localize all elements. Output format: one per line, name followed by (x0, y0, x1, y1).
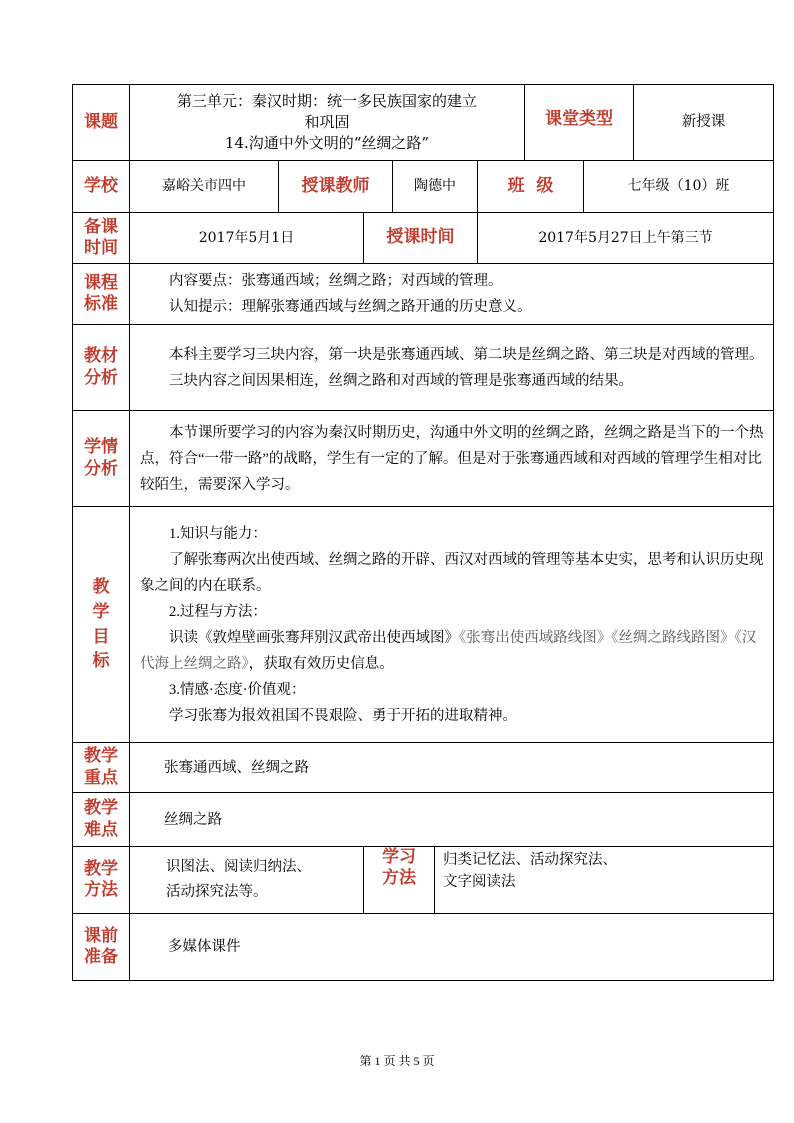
teach-method-label (73, 847, 130, 914)
prep-time-label-1: 备课 (84, 216, 118, 237)
difficulty-value: 丝绸之路 (130, 793, 774, 847)
goal-text-2 (140, 625, 765, 677)
school-value: 嘉峪关市四中 (130, 161, 279, 213)
study-method-line-2: 文字阅读法 (443, 874, 516, 890)
textbook-row (73, 325, 774, 411)
prep-label-1: 课前 (84, 925, 118, 946)
learner-para: 本节课所要学习的内容为秦汉时期历史，沟通中外文明的丝绸之路，丝绸之路是当下的一个热点，符合“一带一路”的战略，学生有一定的了解。但是对于张骞通西域和对西域的管理学生相对比较陌生，需要深入学习。 (140, 424, 764, 493)
key-point-row (73, 743, 774, 793)
goal-heading-3: 3.情感·态度·价值观： (169, 681, 306, 698)
prep-value: 多媒体课件 (130, 914, 774, 981)
title-line-3: 14.沟通中外文明的“丝绸之路” (224, 134, 430, 152)
class-value: 七年级（10）班 (584, 161, 774, 213)
key-point-label (73, 743, 130, 793)
title-row (73, 85, 774, 161)
learner-label (73, 411, 130, 507)
teach-method-label-1: 教学 (84, 858, 118, 879)
goal-text-2a: 识读《敦煌壁画张骞拜别汉武帝出使西域图》 (169, 629, 459, 646)
key-point-value: 张骞通西域、丝绸之路 (130, 743, 774, 793)
teacher-label: 授课教师 (279, 161, 393, 213)
standard-line-1: 内容要点：张骞通西域；丝绸之路；对西域的管理。 (169, 273, 503, 289)
title-line-2: 和巩固 (304, 113, 350, 131)
class-type-value: 新授课 (634, 85, 774, 161)
textbook-label-2: 分析 (84, 367, 118, 388)
textbook-label-1: 教材 (84, 346, 118, 367)
standard-label-1: 课程 (84, 272, 118, 293)
teacher-value: 陶德中 (393, 161, 478, 213)
study-method-label-1: 学习 (382, 847, 416, 867)
difficulty-row (73, 793, 774, 847)
page-footer: 第 1 页 共 5 页 (359, 1054, 435, 1068)
title-line-1: 第三单元：秦汉时期：统一多民族国家的建立 (177, 92, 478, 110)
teach-method-value (130, 847, 364, 914)
prep-label-2: 准备 (84, 947, 118, 967)
goals-label-4: 标 (92, 651, 110, 672)
goals-content (130, 507, 774, 743)
goal-text-2b: 《张骞出使西域路线图》《丝绸之路线路图》《汉代海上丝绸之路》 (140, 629, 757, 672)
goal-text-3: 学习张骞为报效祖国不畏艰险、勇于开拓的进取精神。 (169, 707, 517, 724)
textbook-para-2: 三块内容之间因果相连，丝绸之路和对西域的管理是张骞通西域的结果。 (169, 372, 633, 389)
difficulty-label-1: 教学 (84, 798, 118, 819)
goal-text-1: 了解张骞两次出使西域、丝绸之路的开辟、西汉对西域的管理等基本史实，思考和认识历史现象之间的内在联系。 (140, 551, 764, 594)
standard-row (73, 264, 774, 325)
teach-method-line-2: 活动探究法等。 (166, 884, 268, 900)
goals-label-1: 教 (92, 577, 110, 598)
standard-label-2: 标准 (84, 294, 118, 314)
class-label: 班 级 (478, 161, 584, 213)
goals-label-3: 目 (92, 626, 110, 647)
standard-content (130, 264, 774, 325)
textbook-label (73, 325, 130, 411)
lesson-plan-document (72, 84, 764, 981)
goal-heading-2: 2.过程与方法： (169, 603, 267, 620)
title-label: 课题 (73, 85, 130, 161)
teach-method-label-2: 方法 (84, 880, 118, 900)
lesson-title (130, 85, 525, 161)
methods-row (73, 847, 774, 914)
prep-row (73, 914, 774, 981)
study-method-label-2: 方法 (382, 868, 416, 889)
teach-time-label: 授课时间 (364, 213, 478, 264)
school-row (73, 161, 774, 213)
goals-label (73, 507, 130, 743)
prep-time-label-2: 时间 (84, 238, 118, 258)
class-type-label: 课堂类型 (525, 85, 634, 161)
learner-row (73, 411, 774, 507)
prep-label (73, 914, 130, 981)
goal-text-2c: ，获取有效历史信息。 (248, 655, 394, 672)
prep-time-value: 2017年5月1日 (130, 213, 364, 264)
goals-label-2: 学 (92, 601, 110, 622)
lesson-plan-table (72, 84, 774, 981)
key-point-label-1: 教学 (84, 746, 118, 767)
textbook-para-1: 本科主要学习三块内容，第一块是张骞通西域、第二块是丝绸之路、第三块是对西域的管理。 (169, 346, 764, 363)
teach-time-value: 2017年5月27日上午第三节 (478, 213, 774, 264)
learner-content (130, 411, 774, 507)
learner-label-1: 学情 (84, 437, 118, 458)
goal-heading-1: 1.知识与能力： (169, 525, 267, 542)
prep-time-label (73, 213, 130, 264)
study-method-value (435, 847, 774, 914)
school-label: 学校 (73, 161, 130, 213)
study-method-line-1: 归类记忆法、活动探究法、 (443, 852, 617, 868)
learner-label-2: 分析 (84, 458, 118, 479)
difficulty-label-2: 难点 (84, 819, 118, 840)
time-row (73, 213, 774, 264)
standard-line-2: 认知提示：理解张骞通西域与丝绸之路开通的历史意义。 (169, 299, 532, 315)
goals-row (73, 507, 774, 743)
textbook-content (130, 325, 774, 411)
study-method-label (364, 847, 435, 914)
teach-method-line-1: 识图法、阅读归纳法、 (166, 859, 311, 875)
key-point-label-2: 重点 (84, 767, 118, 788)
difficulty-label (73, 793, 130, 847)
standard-label (73, 264, 130, 325)
